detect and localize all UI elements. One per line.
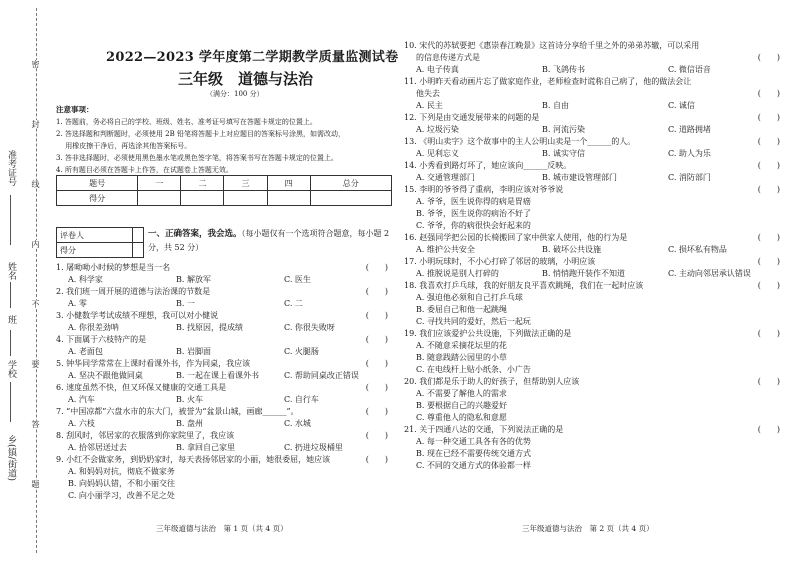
option: C. 二 [284,299,303,308]
option: A. 零 [68,299,87,308]
option: B. 河流污染 [542,125,585,134]
score-cell [310,191,391,206]
seal-mark: 线 [31,180,40,188]
option: B. 自由 [542,101,569,110]
option-row [56,346,392,358]
question [56,334,392,358]
option: B. 盘州 [176,419,203,428]
score-cell [267,191,310,206]
question [404,328,784,376]
option-row [404,64,784,76]
option: B. 城市建设管理部门 [542,173,617,182]
option: B. 诚实守信 [542,149,585,158]
exam-title: 2022—2023 学年度第二学期教学质量监测试卷 [106,50,399,65]
option: A. 你很差劲呐 [68,323,119,332]
score-cell [138,191,181,206]
score-table-header: 一 [138,176,181,191]
option: C. 微信语音 [668,65,711,74]
question [56,406,392,430]
option: C. 帮助同桌改正错误 [284,371,359,380]
option: C. 诚信 [668,101,695,110]
option-row [404,172,784,184]
option-list [56,466,392,502]
option: A. 老面包 [68,347,103,356]
question-stem: 14. 小秀看到路灯坏了，她应该向______反映。 [404,161,572,170]
township-label: 乡(镇/街道) [6,435,16,482]
option: C. 道路拥堵 [668,125,711,134]
option-row [404,100,784,112]
question-list-left [56,262,392,502]
class-line [10,330,11,356]
option: B. 拿回自己家里 [176,443,235,452]
answer-bracket: ( ) [365,311,388,320]
score-table-header-row [57,176,392,191]
answer-bracket: ( ) [757,185,780,194]
option: B. 悄悄跑开装作不知道 [542,269,625,278]
question-stem: 7. “中国凉都”六盘水市的东大门，被誉为“盆景山城，画廊______”。 [56,407,299,416]
score-table-header: 题号 [57,176,138,191]
option: C. 不同的交通方式的体验都一样 [416,461,531,470]
question-stem: 21. 关于四通八达的交通，下列说法正确的是 [404,425,564,434]
question-stem-continued: 他失去 [416,89,440,98]
question-stem: 3. 小健数学考试成绩不理想，我可以对小健说 [56,311,219,320]
option: A. 爷爷，医生说你得的病是胃癌 [416,197,531,206]
answer-bracket: ( ) [757,113,780,122]
option-list [404,340,784,376]
question [404,280,784,328]
question-stem: 5. 钟华同学常常在上课时看课外书，作为同桌，我应该 [56,359,251,368]
option: A. 科学家 [68,275,103,284]
option: C. 爷爷，你的病很快会好起来的 [416,221,531,230]
question-stem: 2. 我们班一周开展的道德与法治课的节数是 [56,287,211,296]
seal-mark: 题 [31,480,40,488]
answer-bracket: ( ) [757,137,780,146]
answer-bracket: ( ) [757,233,780,242]
seal-mark: 密 [31,60,40,68]
option: C. 医生 [284,275,311,284]
option-row [56,394,392,406]
option-row [404,148,784,160]
option: A. 强迫他必须和自己打乒乓球 [416,293,523,302]
question-stem: 10. 宋代的苏轼要把《惠崇春江晚景》这首诗分享给千里之外的弟弟苏辙，可以采用 [404,41,700,50]
seal-mark: 不 [31,300,40,308]
option: A. 汽车 [68,395,95,404]
question-stem: 13. 《明山卖字》这个故事中的主人公明山卖是一个______的人。 [404,137,636,146]
question [56,454,392,502]
question-stem: 19. 我们应该爱护公共设施，下列做法正确的是 [404,329,572,338]
score-cell [224,191,267,206]
option: C. 向小丽学习，改善不足之处 [68,491,175,500]
full-score: （满分：100 分） [206,90,264,98]
option: B. 向妈妈认错，不和小丽交往 [68,479,175,488]
binding-strip [0,0,60,561]
question [56,262,392,286]
option: C. 在电线杆上贴小纸条、小广告 [416,365,531,374]
option: A. 不需要了解他人的需求 [416,389,507,398]
question-list-right [404,40,784,472]
page-two-footer: 三年级道德与法治 第 2 页（共 4 页） [522,524,654,533]
option-row [56,418,392,430]
option: B. 岩脚面 [176,347,211,356]
question-stem: 12. 下列是由交通发展带来的问题的是 [404,113,540,122]
score-table-header: 四 [267,176,310,191]
name-line [10,282,11,308]
question-stem: 9. 小红不会做家务，到奶奶家时，每天表扬邻居家的小丽，她很委屈，她应该 [56,455,331,464]
option: B. 一起在课上看课外书 [176,371,259,380]
option: B. 现在已经不需要传统交通方式 [416,449,531,458]
section-one-heading [148,227,394,254]
answer-bracket: ( ) [365,359,388,368]
option-row [56,298,392,310]
option: B. 破坏公共设施 [542,245,601,254]
reviewer-cell [133,228,144,243]
option: C. 水城 [284,419,311,428]
question-stem: 4. 下面属于六枝特产的是 [56,335,147,344]
option-row [56,322,392,334]
question-stem: 20. 我们都是乐于助人的好孩子，但帮助别人应该 [404,377,580,386]
answer-bracket: ( ) [757,329,780,338]
page-one [56,0,398,561]
question-stem: 16. 赵强同学把公园的长椅搬回了家中供家人使用，他的行为是 [404,233,628,242]
option: C. 尊重他人的隐私和意愿 [416,413,507,422]
question [404,136,784,160]
school-line [10,382,11,422]
answer-bracket: ( ) [757,53,780,62]
answer-bracket: ( ) [757,281,780,290]
option: A. 拾邻居送过去 [68,443,127,452]
answer-bracket: ( ) [365,431,388,440]
option: B. 委屈自己和他一起跳绳 [416,305,507,314]
question [56,430,392,454]
question-stem-continued: 的信息传递方式是 [416,53,480,62]
seal-line [36,8,37,553]
reviewer-label: 评卷人 [57,228,133,243]
option: A. 每一种交通工具各有各的优势 [416,437,531,446]
grader-score-label: 得分 [57,243,133,258]
exam-number-line [10,195,11,245]
option: C. 扔进垃圾桶里 [284,443,343,452]
option: A. 电子传真 [416,65,459,74]
question-stem: 18. 我喜欢打乒乓球，我的好朋友良平喜欢跳绳，我们在一起时应该 [404,281,644,290]
question [56,286,392,310]
option: A. 交通管理部门 [416,173,475,182]
question-stem: 6. 速度虽然不快，但又环保又健康的交通工具是 [56,383,227,392]
score-table-header: 总分 [310,176,391,191]
score-table-header: 二 [181,176,224,191]
question [404,160,784,184]
option: A. 民主 [416,101,443,110]
option: B. 飞鸽传书 [542,65,585,74]
option: C. 损坏私有物品 [668,245,727,254]
answer-bracket: ( ) [757,377,780,386]
question [404,76,784,112]
question [56,310,392,334]
option-row [404,244,784,256]
option: B. 解放军 [176,275,211,284]
option: A. 推脱说是别人打碎的 [416,269,499,278]
instructions [56,104,392,176]
question [404,232,784,256]
answer-bracket: ( ) [757,161,780,170]
option: B. 要根据自己的兴趣爱好 [416,401,507,410]
answer-bracket: ( ) [365,263,388,272]
class-label: 班 [6,315,16,324]
instruction-item: 3. 答非选择题时，必须使用黑色墨水笔或黑色签字笔，将答案书写在答题卡规定的位置上。 [56,154,338,162]
question [56,382,392,406]
option: A. 垃圾污染 [416,125,459,134]
option-row [56,370,392,382]
option: A. 六枝 [68,419,95,428]
exam-number-label: 准考证号 [6,150,16,186]
option: C. 主动向邻居承认错误 [668,269,751,278]
option: B. 找原因，提成绩 [176,323,243,332]
option-list [404,196,784,232]
answer-bracket: ( ) [365,335,388,344]
question [404,376,784,424]
question [56,358,392,382]
option: C. 寻找共同的爱好，然后一起玩 [416,317,531,326]
option: A. 见利忘义 [416,149,459,158]
option-row [56,442,392,454]
section-one-title: 一、正确答案，我会选。 [148,229,242,239]
instruction-item: 1. 答题前，务必将自己的学校、班级、姓名、准考证号填写在答题卡规定的位置上。 [56,118,317,126]
answer-bracket: ( ) [757,89,780,98]
option: A. 不随意采摘花坛里的花 [416,341,507,350]
instructions-title: 注意事项： [56,105,94,114]
question-stem: 11. 小明昨天看动画片忘了做家庭作业，老师检查时谎称自己病了，他的做法会让 [404,77,692,86]
question-stem: 17. 小明玩球时，不小心打碎了邻居的玻璃，小明应该 [404,257,596,266]
score-cell [181,191,224,206]
score-row-label: 得分 [57,191,138,206]
grader-box [56,227,144,258]
score-table-row [57,191,392,206]
option-row [404,124,784,136]
question [404,112,784,136]
option: C. 消防部门 [668,173,711,182]
question [404,424,784,472]
option: C. 你很失败呀 [284,323,335,332]
instruction-item: 用橡皮擦干净后，再选涂其他答案标号。 [56,142,192,150]
option: C. 助人为乐 [668,149,711,158]
name-label: 姓名 [6,262,16,280]
instruction-item: 4. 所有题目必须在答题卡上作答，在试题卷上答题无效。 [56,166,233,174]
instruction-item: 2. 答选择题和判断题时，必须使用 2B 铅笔将答题卡上对应题目的答案标号涂黑，如需改动， [56,130,345,138]
seal-mark: 答 [31,420,40,428]
school-label: 学校 [6,360,16,378]
answer-bracket: ( ) [757,257,780,266]
option-row [404,268,784,280]
option: C. 自行车 [284,395,319,404]
page-one-footer: 三年级道德与法治 第 1 页（共 4 页） [156,524,288,533]
option-list [404,292,784,328]
exam-subtitle: 三年级 道德与法治 [178,70,314,88]
answer-bracket: ( ) [365,455,388,464]
page-two [404,0,788,561]
seal-mark: 封 [31,120,40,128]
question [404,256,784,280]
seal-mark: 要 [31,360,40,368]
answer-bracket: ( ) [365,287,388,296]
option: A. 坚决不跟他做同桌 [68,371,143,380]
section-one-desc: （每小题仅有一个选项符合题意，每小题 2 分，共 52 分） [148,229,390,252]
answer-bracket: ( ) [365,383,388,392]
question [404,40,784,76]
score-table [56,175,392,206]
answer-bracket: ( ) [365,407,388,416]
seal-mark: 内 [31,240,40,248]
option: A. 维护公共安全 [416,245,475,254]
option: C. 火腿肠 [284,347,319,356]
grader-score-cell [133,243,144,258]
question-stem: 8. 刮风时，邻居家的衣服落到你家院里了，我应该 [56,431,235,440]
question [404,184,784,232]
option: B. 火车 [176,395,203,404]
score-table-header: 三 [224,176,267,191]
option-row [56,274,392,286]
option-list [404,436,784,472]
question-stem: 15. 李明的爷爷得了重病，李明应该对爷爷说 [404,185,564,194]
option: B. 随意践踏公园里的小草 [416,353,507,362]
option: B. 一 [176,299,195,308]
option: A. 和妈妈对抗，彻底不做家务 [68,467,175,476]
option-list [404,388,784,424]
answer-bracket: ( ) [757,425,780,434]
question-stem: 1. 屠呦呦小时候的梦想是当一名 [56,263,171,272]
option: B. 爷爷，医生说你的病治不好了 [416,209,531,218]
